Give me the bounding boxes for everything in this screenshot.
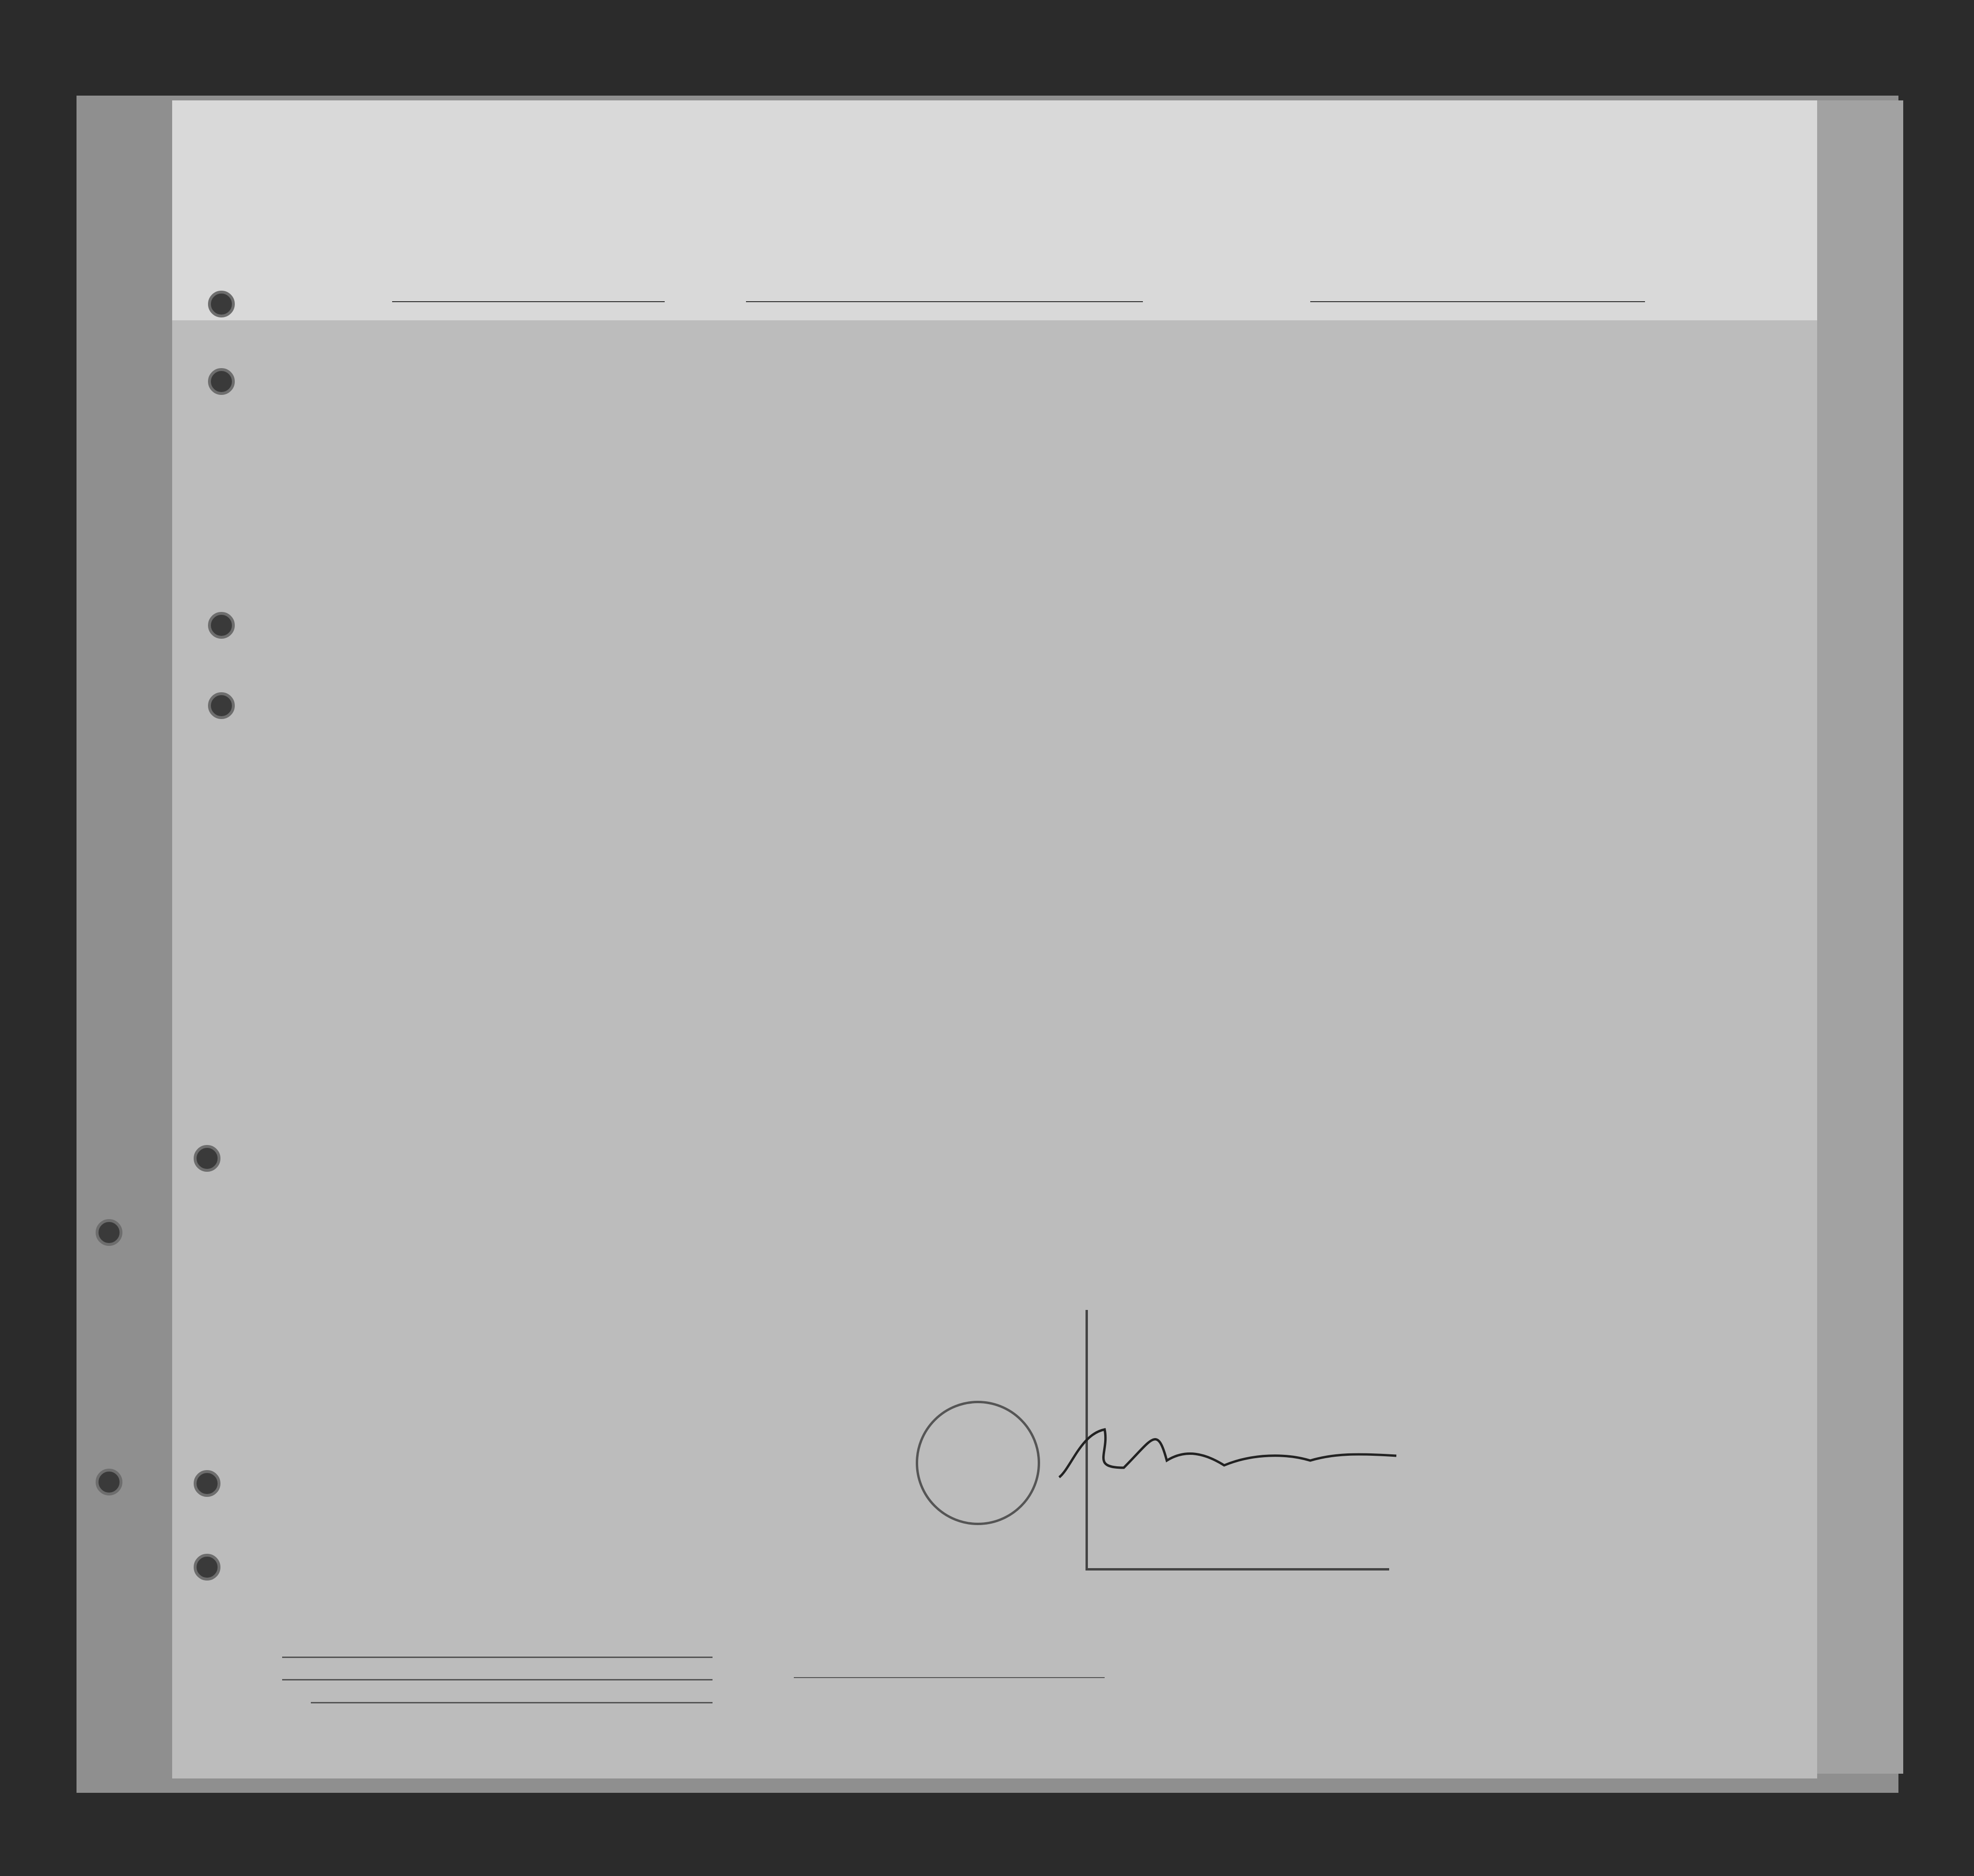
inspector-rule xyxy=(794,1677,1105,1678)
binder-hole xyxy=(96,1469,122,1495)
back-sheet-edge xyxy=(1808,100,1903,1774)
binder-hole xyxy=(194,1470,220,1497)
footer-owners-rule xyxy=(282,1679,713,1680)
consul-signature xyxy=(172,100,1817,1778)
binder-hole xyxy=(208,692,235,719)
binder-hole xyxy=(194,1554,220,1581)
binder-hole xyxy=(208,291,235,317)
binder-hole xyxy=(208,368,235,395)
binder-hole xyxy=(96,1219,122,1246)
binder-hole xyxy=(208,612,235,639)
footer-line-rule xyxy=(282,1657,713,1658)
footer-agents-rule xyxy=(311,1702,713,1703)
binder-hole xyxy=(194,1145,220,1172)
manifest-sheet xyxy=(172,100,1817,1778)
